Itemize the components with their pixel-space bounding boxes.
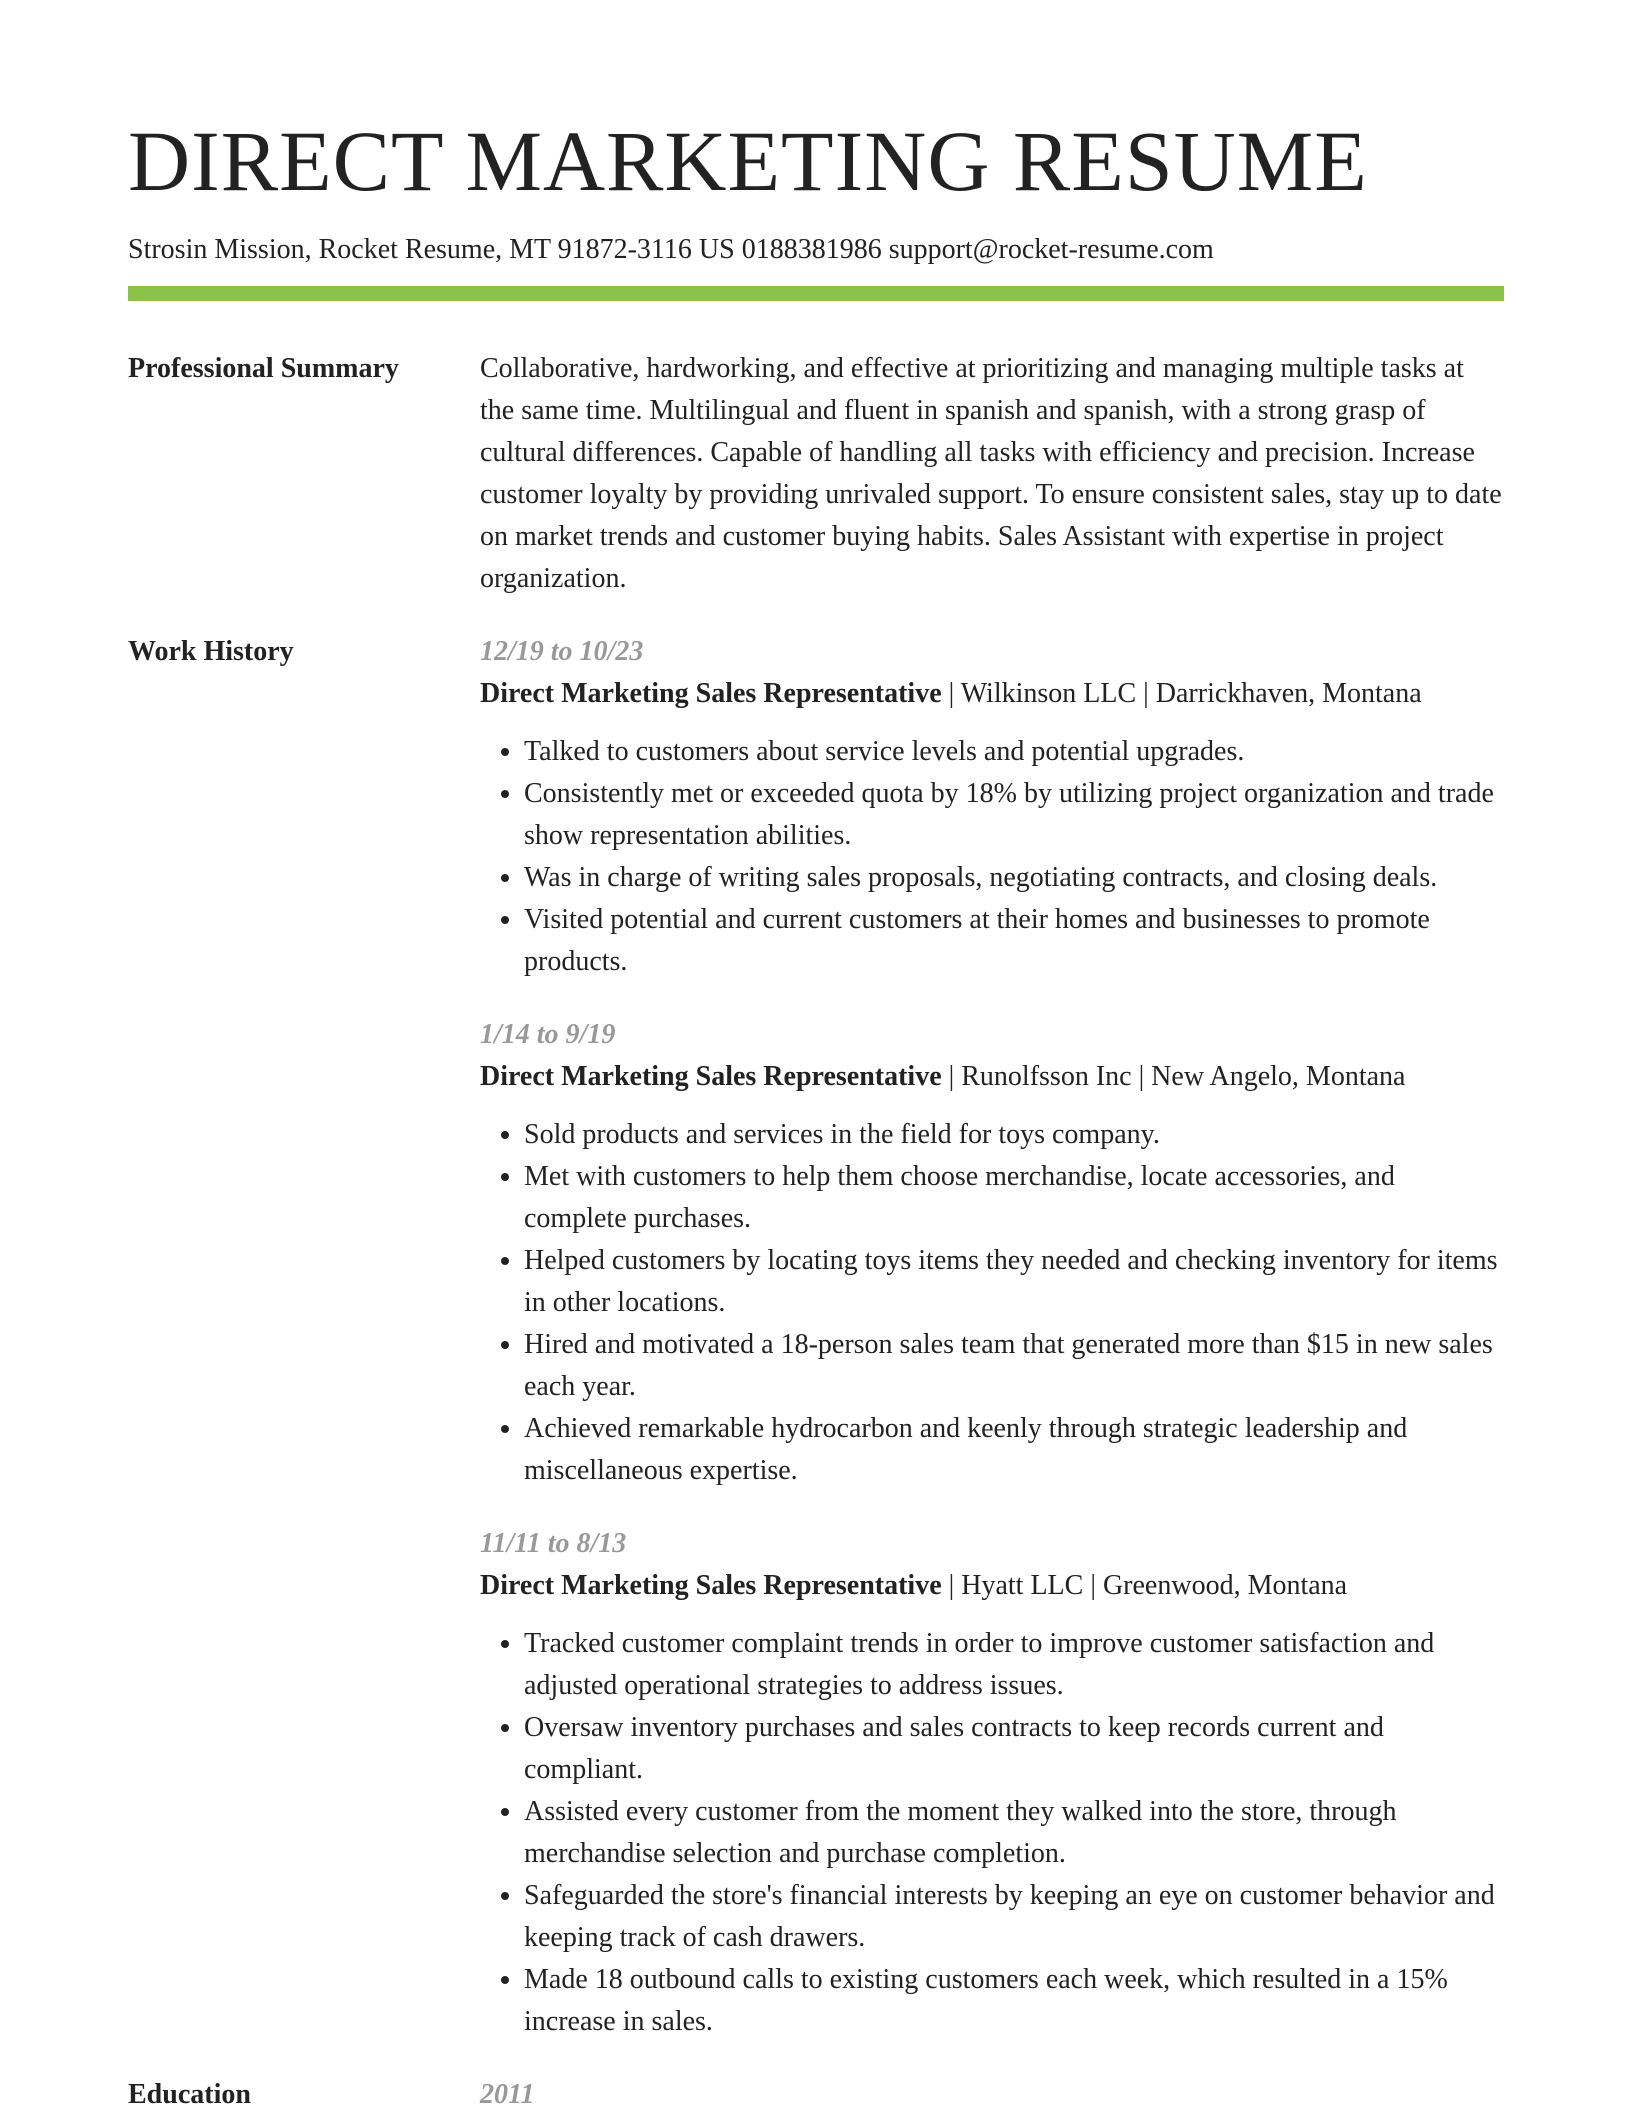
job-bullets — [480, 1623, 1504, 2043]
job-bullet: • Made 18 outbound calls to existing customers each week, which resulted in a 15% increase in sales. — [524, 1959, 1504, 2043]
job-bullet: • Hired and motivated a 18-person sales team that generated more than $15 in new sales each year. — [524, 1324, 1504, 1408]
job-bullet: • Talked to customers about service levels and potential upgrades. — [524, 731, 1504, 773]
job-bullet: • Was in charge of writing sales proposals, negotiating contracts, and closing deals. — [524, 857, 1504, 899]
contact-line — [128, 233, 1214, 267]
job-entry — [480, 631, 1504, 983]
summary-text: Collaborative, hardworking, and effective at prioritizing and managing multiple tasks at the same time. Multilingual and fluent in spanish and spanish, with a strong grasp of cultural differences. Capable of handling all tasks with efficiency and precision. Increase customer loyalty by providing unrivaled support. To ensure consistent sales, stay up to date on market trends and customer buying habits. Sales Assistant with expertise in project organization. — [480, 353, 1502, 594]
job-details: | Hyatt LLC | Greenwood, Montana — [941, 1570, 1348, 1601]
job-entry — [480, 1523, 1504, 2043]
job-bullet: • Oversaw inventory purchases and sales contracts to keep records current and compliant. — [524, 1707, 1504, 1791]
section-professional-summary — [128, 348, 1504, 600]
resume-sections — [128, 348, 1504, 2116]
job-title-line — [480, 1565, 1504, 1607]
job-bullet: • Assisted every customer from the moment they walked into the store, through merchandise selection and purchase completion. — [524, 1791, 1504, 1875]
job-bullet: • Met with customers to help them choose merchandise, locate accessories, and complete purchases. — [524, 1156, 1504, 1240]
section-education — [128, 2074, 1504, 2116]
contact-address: Strosin Mission, Rocket Resume, MT 91872-3116 US — [128, 234, 735, 265]
job-title: Direct Marketing Sales Representative — [480, 678, 942, 709]
job-entry — [480, 1014, 1504, 1492]
job-dates: 12/19 to 10/23 — [480, 636, 644, 667]
section-body — [480, 2074, 1504, 2116]
education-year: 2011 — [480, 2079, 535, 2110]
job-bullets — [480, 1114, 1504, 1492]
job-title-line — [480, 1056, 1504, 1098]
contact-phone: 0188381986 — [741, 234, 882, 265]
job-bullet: • Achieved remarkable hydrocarbon and keenly through strategic leadership and miscellaneous expertise. — [524, 1408, 1504, 1492]
job-details: | Runolfsson Inc | New Angelo, Montana — [941, 1061, 1406, 1092]
section-label: Professional Summary — [128, 353, 399, 384]
job-bullet: • Consistently met or exceeded quota by 18% by utilizing project organization and trade show representation abilities. — [524, 773, 1504, 857]
job-dates: 11/11 to 8/13 — [480, 1528, 627, 1559]
job-details: | Wilkinson LLC | Darrickhaven, Montana — [941, 678, 1422, 709]
accent-divider — [128, 286, 1504, 301]
job-title: Direct Marketing Sales Representative — [480, 1570, 942, 1601]
job-dates: 1/14 to 9/19 — [480, 1019, 616, 1050]
section-body — [480, 631, 1504, 2043]
job-bullet: • Sold products and services in the field for toys company. — [524, 1114, 1504, 1156]
section-body — [480, 348, 1504, 600]
job-title: Direct Marketing Sales Representative — [480, 1061, 942, 1092]
job-bullets — [480, 731, 1504, 983]
section-label: Work History — [128, 636, 294, 667]
section-work-history — [128, 631, 1504, 2043]
contact-email: support@rocket-resume.com — [888, 234, 1214, 265]
section-label: Education — [128, 2079, 251, 2110]
job-bullet: • Visited potential and current customers at their homes and businesses to promote products. — [524, 899, 1504, 983]
job-bullet: • Helped customers by locating toys items they needed and checking inventory for items in other locations. — [524, 1240, 1504, 1324]
job-bullet: • Safeguarded the store's financial interests by keeping an eye on customer behavior and keeping track of cash drawers. — [524, 1875, 1504, 1959]
resume-title: DIRECT MARKETING RESUME — [128, 113, 1368, 209]
job-bullet: • Tracked customer complaint trends in order to improve customer satisfaction and adjusted operational strategies to address issues. — [524, 1623, 1504, 1707]
job-title-line — [480, 673, 1504, 715]
